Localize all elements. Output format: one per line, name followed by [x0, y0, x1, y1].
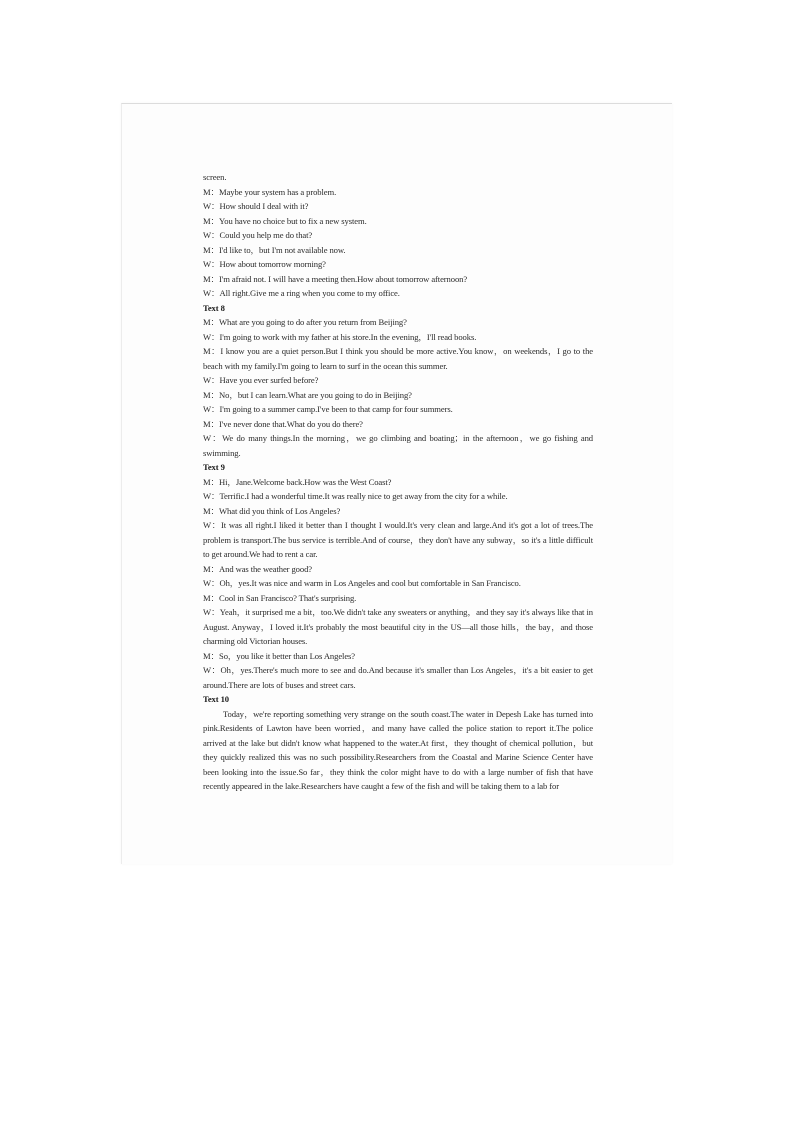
- dialogue-line: screen.: [203, 172, 227, 182]
- dialogue-line: W：All right.Give me a ring when you come to my office.: [203, 288, 400, 298]
- document-body: [203, 170, 593, 794]
- dialogue-line: M：Cool in San Francisco? That's surprising.: [203, 592, 357, 603]
- dialogue-line: M：I've never done that.What do you do there?: [203, 418, 363, 429]
- section-heading-text9: Text 9: [203, 462, 225, 472]
- dialogue-line: W：Could you help me do that?: [203, 230, 313, 240]
- dialogue-line: M：What are you going to do after you return from Beijing?: [203, 317, 407, 327]
- dialogue-line: W：I'm going to work with my father at his store.In the evening，I'll read books.: [203, 331, 477, 342]
- dialogue-line: W：Terrific.I had a wonderful time.It was really nice to get away from the city for a while.: [203, 491, 508, 501]
- dialogue-line: W：How about tomorrow morning?: [203, 259, 326, 269]
- dialogue-line: M：No，but I can learn.What are you going to do in Beijing?: [203, 389, 412, 400]
- dialogue-paragraph: W：It was all right.I liked it better than I thought I would.It's very clean and large.And it's got a lot of trees.The problem is transport.The bus service is terrible.And of course，they don't have any subway，so it's a little difficult to get around.We had to rent a car.: [203, 520, 593, 559]
- monologue-paragraph: Today，we're reporting something very strange on the south coast.The water in Depesh Lake has turned into pink.Residents of Lawton have been worried，and many have called the police station to report it.The police arrived at the lake but didn't know what happened to the water.At first，they thought of chemical pollution，but they quickly realized this was no such possibility.Researchers from the Coastal and Marine Science Center have been looking into the issue.So far，they think the color might have to do with a large number of fish that have recently appeared in the lake.Researchers have caught a few of the fish and will be taking them to a lab for: [203, 708, 593, 791]
- dialogue-line: M：Maybe your system has a problem.: [203, 186, 337, 197]
- dialogue-line: W：Oh，yes.It was nice and warm in Los Angeles and cool but comfortable in San Francisco.: [203, 578, 521, 588]
- dialogue-paragraph: W：Yeah，it surprised me a bit，too.We didn't take any sweaters or anything，and they say it's always like that in August. Anyway，I loved it.It's probably the most beautiful city in the US—all those hills，the bay，and those charming old Victorian houses.: [203, 607, 593, 646]
- dialogue-line: M：And was the weather good?: [203, 563, 312, 574]
- section-heading-text10: Text 10: [203, 694, 229, 704]
- dialogue-line: M：What did you think of Los Angeles?: [203, 505, 341, 516]
- dialogue-line: W：Have you ever surfed before?: [203, 375, 319, 385]
- dialogue-paragraph: W：Oh，yes.There's much more to see and do.And because it's smaller than Los Angeles，it's a bit easier to get around.There are lots of buses and street cars.: [203, 665, 593, 690]
- dialogue-line: M：I'd like to，but I'm not available now.: [203, 244, 346, 255]
- dialogue-paragraph: W：We do many things.In the morning，we go climbing and boating；in the afternoon，we go fishing and swimming.: [203, 433, 593, 458]
- dialogue-line: M：You have no choice but to fix a new system.: [203, 215, 367, 226]
- dialogue-paragraph: M：I know you are a quiet person.But I think you should be more active.You know，on weekends，I go to the beach with my family.I'm going to learn to surf in the ocean this summer.: [203, 346, 593, 371]
- section-heading-text8: Text 8: [203, 302, 225, 313]
- dialogue-line: M：So，you like it better than Los Angeles?: [203, 650, 355, 661]
- dialogue-line: W：How should I deal with it?: [203, 201, 309, 211]
- dialogue-line: M：Hi，Jane.Welcome back.How was the West Coast?: [203, 476, 392, 487]
- dialogue-line: W：I'm going to a summer camp.I've been to that camp for four summers.: [203, 404, 453, 414]
- dialogue-line: M：I'm afraid not. I will have a meeting then.How about tomorrow afternoon?: [203, 273, 468, 284]
